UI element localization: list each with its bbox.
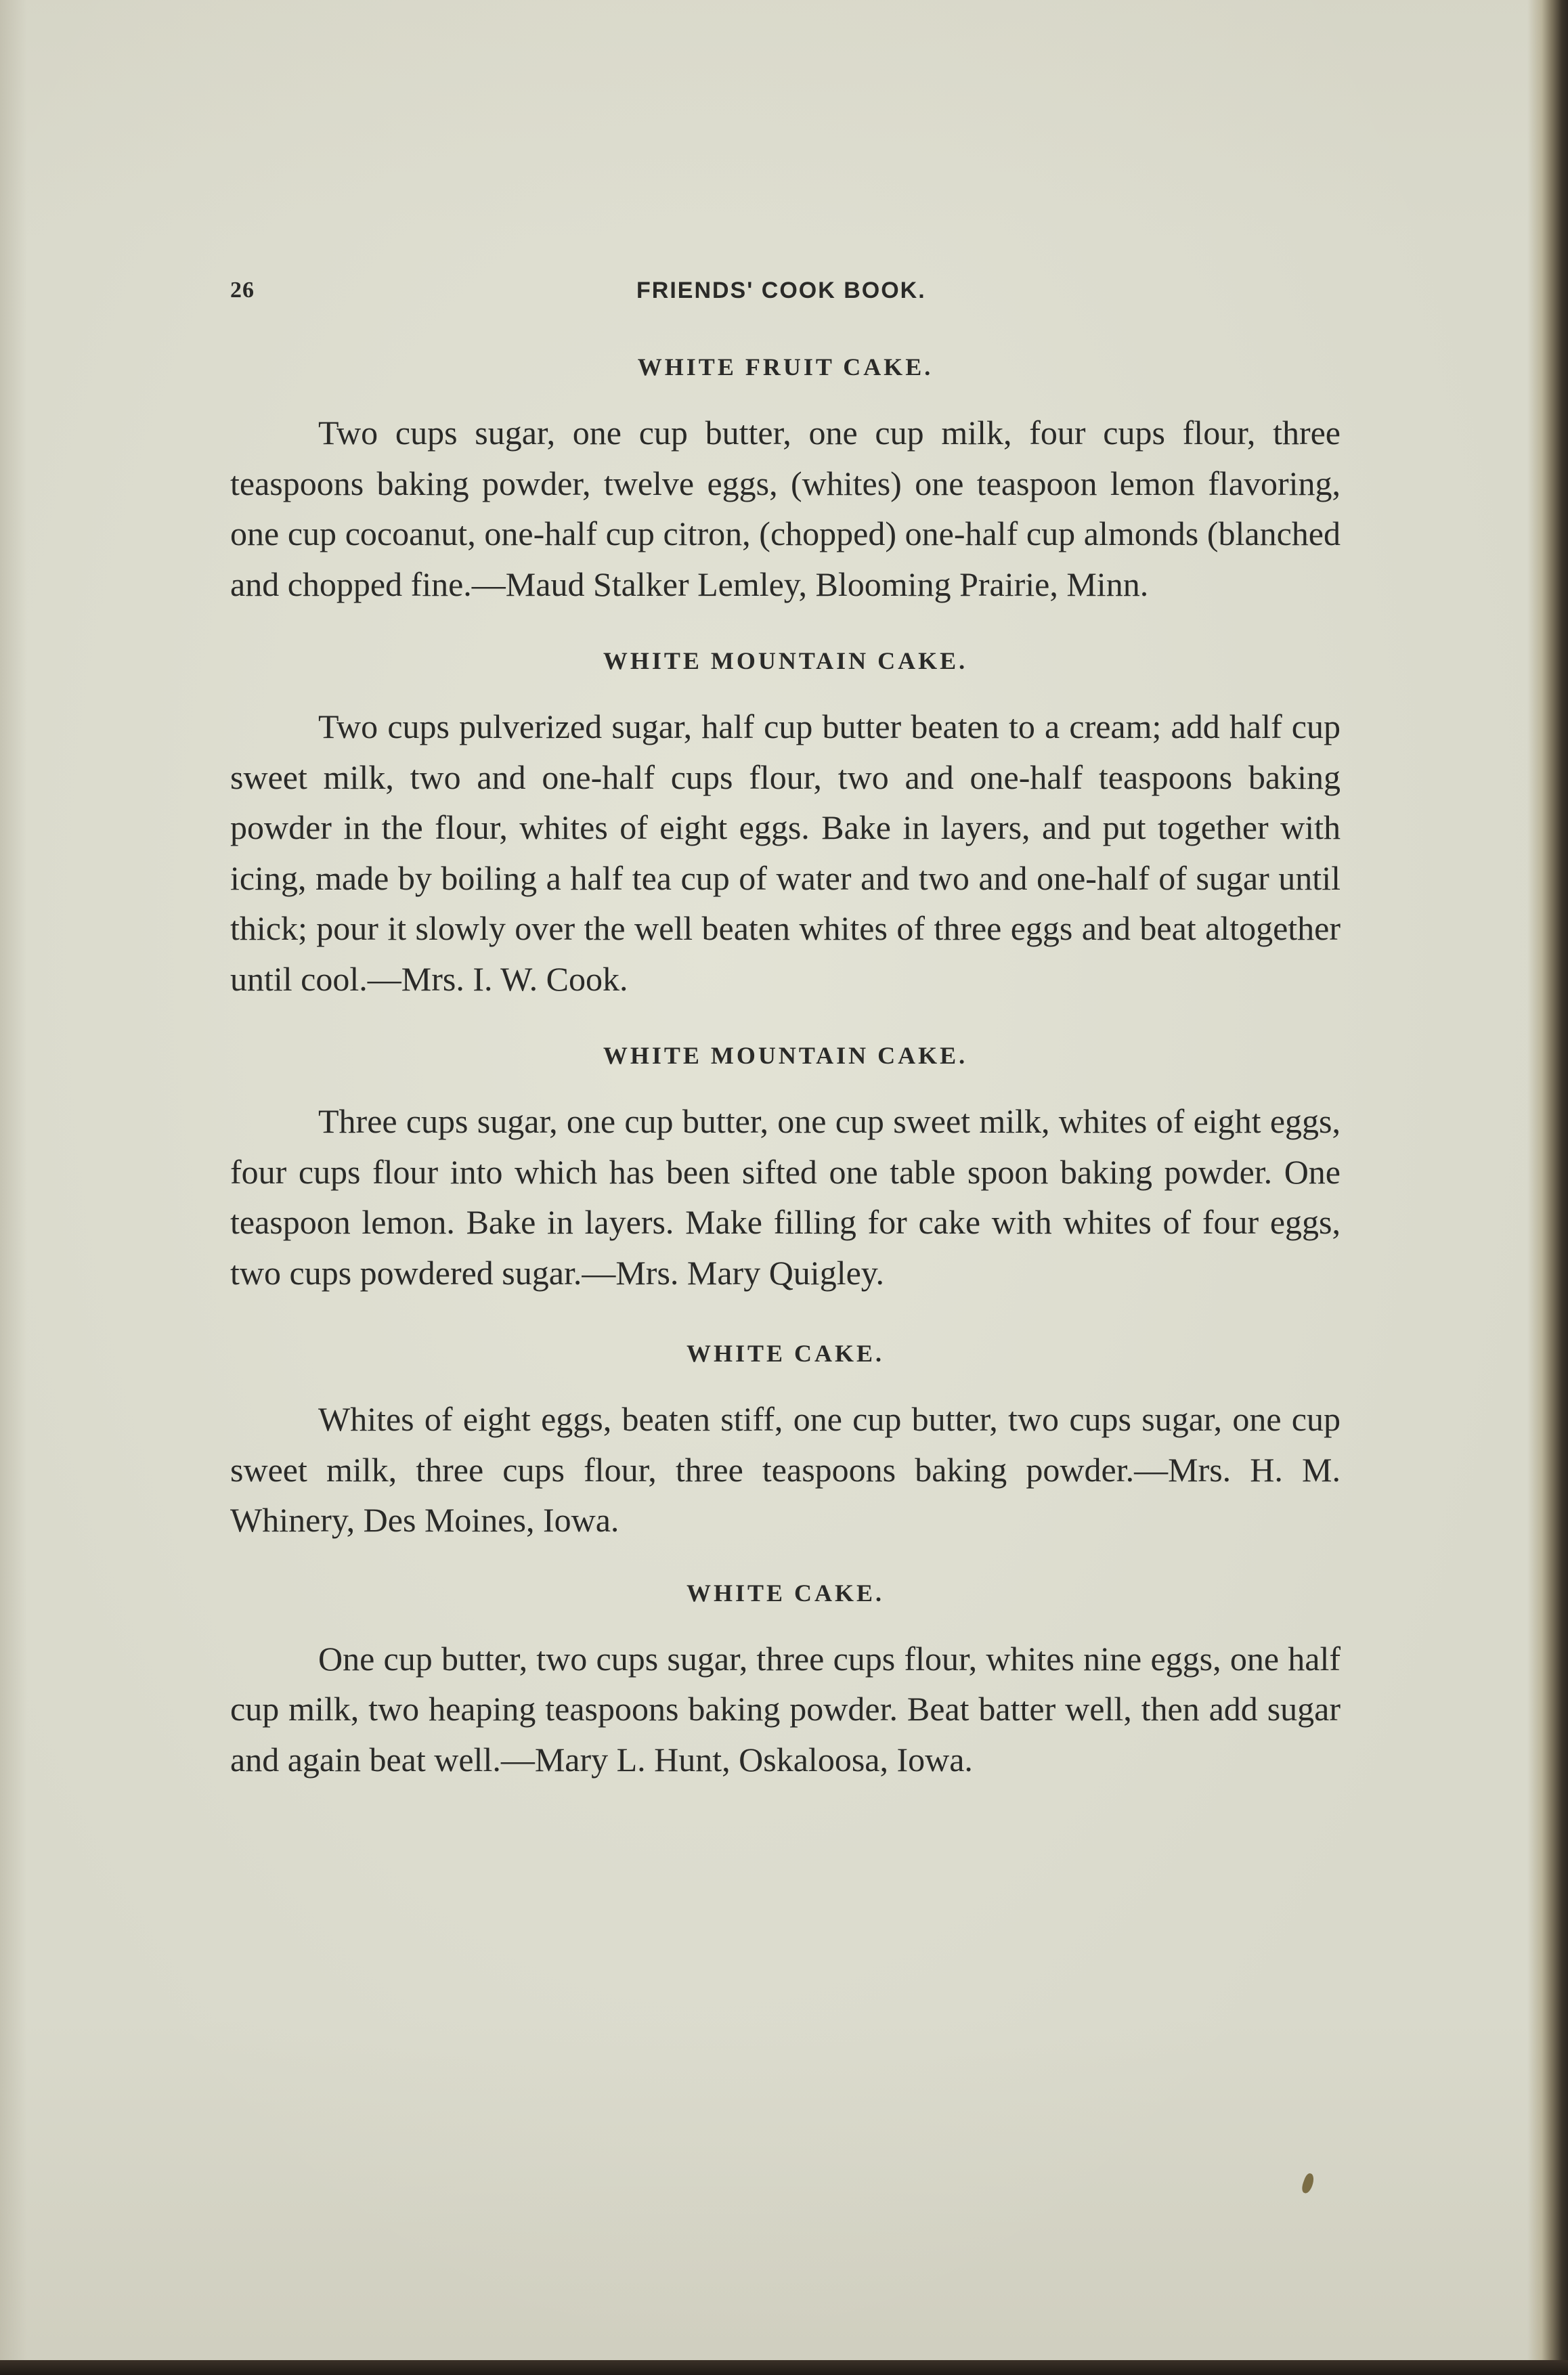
page-number: 26: [230, 278, 255, 303]
recipe-body: One cup butter, two cups sugar, three cups flour, whites nine eggs, one half cup milk, two heaping teaspoons baking powder. Beat batter well, then add sugar and again beat well.—Mary L. Hunt, Oskaloosa, Iowa.: [230, 1639, 1341, 1779]
ink-blot: [1300, 2173, 1315, 2195]
left-page-shadow: [0, 0, 27, 2375]
book-title: FRIENDS' COOK BOOK.: [636, 278, 926, 303]
recipe-body: Three cups sugar, one cup butter, one cup sweet milk, whites of eight eggs, four cups flour into which has been sifted one table spoon baking powder. One teaspoon lemon. Bake in layers. Make filling for cake with whites of four eggs, two cups powdered sugar.—Mrs. Mary Quigley.: [230, 1102, 1341, 1292]
recipe: [230, 1338, 1341, 1546]
recipe-title: WHITE CAKE.: [686, 1340, 885, 1367]
recipe-title: WHITE MOUNTAIN CAKE.: [603, 1042, 968, 1069]
binding-edge: [1527, 0, 1568, 2375]
page-content: [230, 352, 1341, 1785]
recipe: [230, 352, 1341, 609]
running-head: [230, 278, 1341, 311]
recipe-title: WHITE MOUNTAIN CAKE.: [603, 647, 968, 674]
bottom-edge-strip: [0, 2360, 1568, 2375]
recipe: [230, 646, 1341, 1004]
recipe-title: WHITE FRUIT CAKE.: [637, 353, 934, 380]
recipe-title: WHITE CAKE.: [686, 1579, 885, 1607]
recipe-body: Two cups pulverized sugar, half cup butter beaten to a cream; add half cup sweet milk, two and one-half cups flour, two and one-half teaspoons baking powder in the flour, whites of eight eggs. Bake in layers, and put together with icing, made by boiling a half tea cup of water and two and one-half of sugar until thick; pour it slowly over the well beaten whites of three eggs and beat altogether until cool.—Mrs. I. W. Cook.: [230, 707, 1341, 998]
recipe-body: Whites of eight eggs, beaten stiff, one cup butter, two cups sugar, one cup sweet milk, three cups flour, three teaspoons baking powder.—Mrs. H. M. Whinery, Des Moines, Iowa.: [230, 1400, 1341, 1539]
recipe: [230, 1041, 1341, 1298]
recipe: [230, 1578, 1341, 1785]
recipe-body: Two cups sugar, one cup butter, one cup milk, four cups flour, three teaspoons baking powder, twelve eggs, (whites) one teaspoon lemon flavoring, one cup cocoanut, one-half cup citron, (chopped) one-half cup almonds (blanched and chopped fine.—Maud Stalker Lemley, Blooming Prairie, Minn.: [230, 414, 1341, 603]
